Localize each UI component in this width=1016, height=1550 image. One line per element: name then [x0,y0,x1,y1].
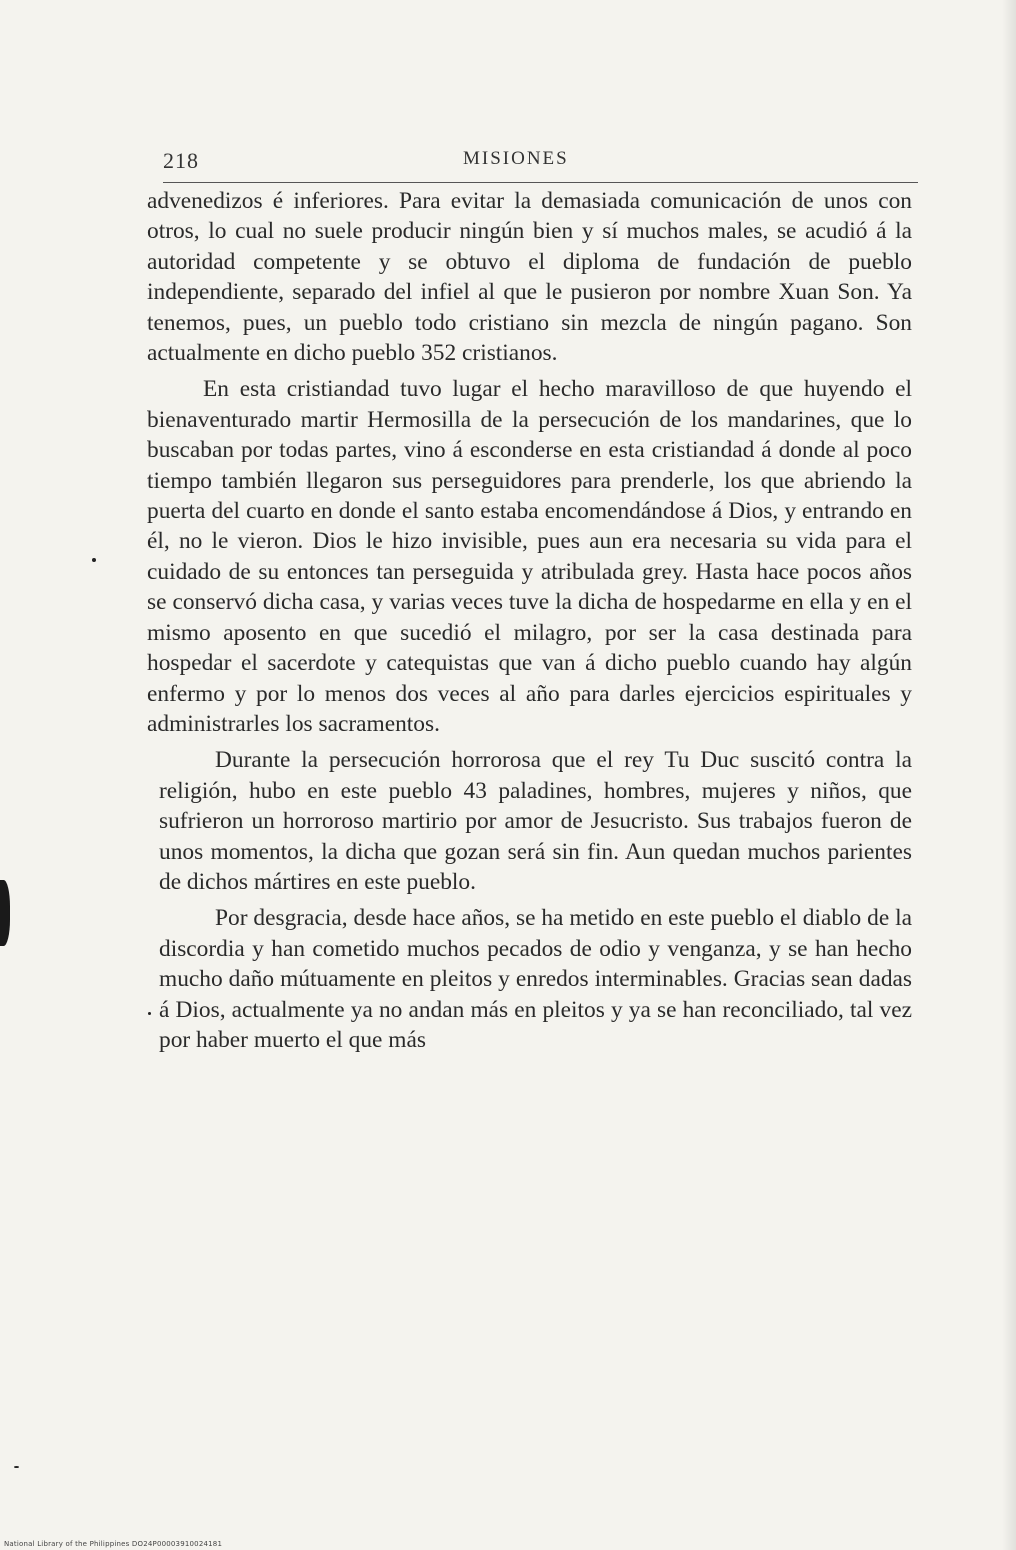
page-header [163,146,918,183]
margin-speck [148,1012,151,1015]
paragraph-3: Durante la persecución horrorosa que el rey Tu Duc suscitó contra la religión, hubo en este pueblo 43 paladines, hombres, mujeres y niños, que sufrieron un horroroso martirio por amor de Jesucristo. Sus trabajos fueron de unos momentos, la dicha que gozan será sin fin. Aun quedan muchos parientes de dichos mártires en este pueblo. [159,747,912,895]
margin-speck [92,558,96,562]
paragraph-2: En esta cristiandad tuvo lugar el hecho maravilloso de que huyendo el bienaventurado martir Hermosilla de la persecución de los mandarines, que lo buscaban por todas partes, vino á esconderse en esta cristiandad á donde al poco tiempo también llegaron sus perseguidores para prenderle, los que abriendo la puerta del cuarto en donde el santo estaba encomendándose á Dios, y entrando en él, no le vieron. Dios le hizo invisible, pues aun era necesaria su vida para el cuidado de su entonces tan perseguida y atribulada grey. Hasta hace pocos años se conservó dicha casa, y varias veces tuve la dicha de hospedarme en ella y en el mismo aposento en que sucedió el milagro, por ser la casa destinada para hospedar el sacerdote y catequistas que van á dicho pueblo cuando hay algún enfermo y por lo menos dos veces al año para darles ejercicios espirituales y administrarles los sacramentos. [147,376,912,737]
paragraph-4: Por desgracia, desde hace años, se ha metido en este pueblo el diablo de la discordia y han cometido muchos pecados de odio y venganza, y se han hecho mucho daño mútuamente en pleitos y enredos interminables. Gracias sean dadas á Dios, actualmente ya no andan más en pleitos y ya se han reconciliado, tal vez por haber muerto el que más [159,905,912,1053]
library-credit: National Library of the Philippines DO24P00003910024181 [4,1540,223,1548]
binding-blot [0,880,10,946]
paragraph-1: advenedizos é inferiores. Para evitar la demasiada comunicación de unos con otros, lo cual no suele producir ningún bien y sí muchos males, se acudió á la autoridad competente y se obtuvo el diploma de fundación de pueblo independiente, separado del infiel al que le pusieron por nombre Xuan Son. Ya tenemos, pues, un pueblo todo cristiano sin mezcla de ningún pagano. Son actualmente en dicho pueblo 352 cristianos. [147,188,912,367]
margin-speck [14,1466,19,1468]
running-head: MISIONES [463,148,569,169]
page-edge-shadow [1002,0,1016,1550]
page-number: 218 [163,148,199,173]
body-text [147,186,912,1055]
